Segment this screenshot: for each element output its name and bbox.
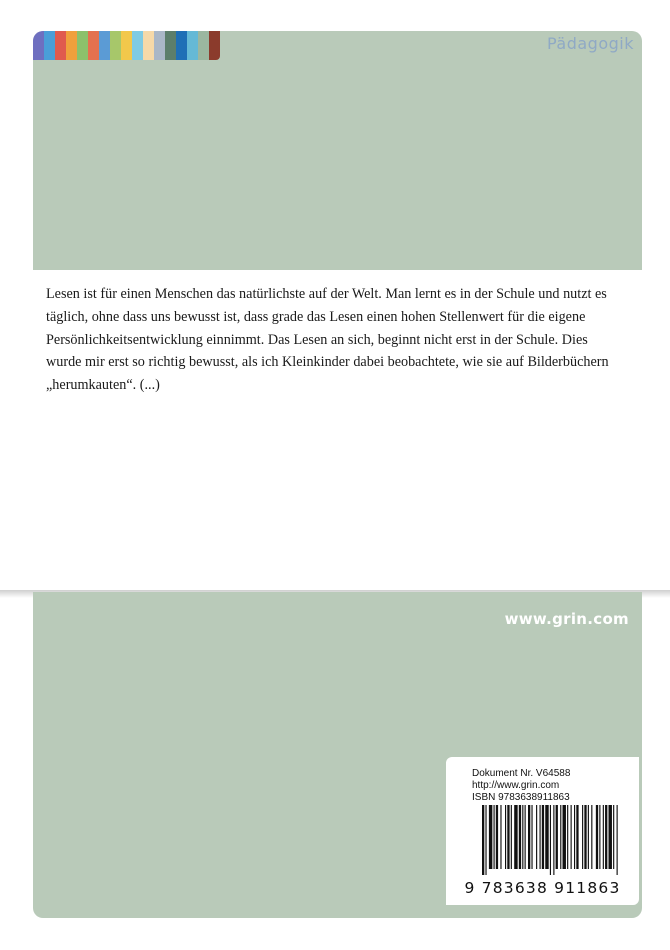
abstract-text: Lesen ist für einen Menschen das natürlichste auf der Welt. Man lernt es in der Schule und nutzt es täglich, ohne dass uns bewusst ist, dass grade das Lesen einen hohen Stellenwert für die eigene Persönlichkeitsentwicklung einnimmt. Das Lesen an sich, beginnt nicht erst in der Schule. Dies wurde mir erst so richtig bewusst, als ich Kleinkinder dabei beobachtete, wie sie auf Bilderbüchern „herumkauten“. (...) — [46, 286, 609, 394]
barcode-bar — [489, 805, 492, 869]
barcode-bar — [574, 805, 575, 869]
color-stripe — [143, 31, 154, 60]
barcode-bar — [596, 805, 598, 869]
color-stripe — [121, 31, 132, 60]
barcode-bar — [599, 805, 600, 869]
barcode-bar — [576, 805, 578, 869]
color-stripe — [154, 31, 165, 60]
color-stripe — [55, 31, 66, 60]
document-number: Dokument Nr. V64588 — [472, 768, 571, 779]
barcode-bar — [531, 805, 532, 869]
color-stripe — [66, 31, 77, 60]
barcode-bar — [582, 805, 583, 869]
publisher-website: www.grin.com — [504, 610, 629, 628]
color-stripe — [88, 31, 99, 60]
barcode-bar — [500, 805, 501, 869]
barcode-bar — [545, 805, 548, 869]
color-stripe — [165, 31, 176, 60]
barcode-bar — [528, 805, 530, 869]
barcode-bar — [485, 805, 486, 875]
barcode-bar — [556, 805, 558, 869]
barcode-image — [482, 805, 628, 875]
barcode-bar — [571, 805, 572, 869]
barcode-bar — [588, 805, 589, 869]
barcode-bar — [584, 805, 586, 869]
barcode-bar — [482, 805, 484, 875]
color-stripe — [33, 31, 44, 60]
barcode-bar — [550, 805, 551, 875]
barcode-bar — [536, 805, 537, 869]
barcode-bar — [522, 805, 523, 869]
barcode-bar — [553, 805, 554, 875]
color-stripe — [187, 31, 198, 60]
barcode-bar — [507, 805, 509, 869]
barcode-bar — [540, 805, 541, 869]
barcode-box — [446, 757, 639, 905]
barcode-bar — [617, 805, 618, 875]
barcode-bar — [496, 805, 498, 869]
color-stripe — [176, 31, 187, 60]
color-stripe — [110, 31, 121, 60]
barcode-bar — [613, 805, 614, 869]
color-stripe — [132, 31, 143, 60]
barcode-bar — [542, 805, 544, 869]
color-stripe — [77, 31, 88, 60]
cover-top-panel — [33, 31, 642, 270]
barcode-bar — [567, 805, 568, 869]
document-url: http://www.grin.com — [472, 780, 560, 791]
barcode-bar — [511, 805, 512, 869]
barcode-bar — [609, 805, 612, 869]
color-stripes — [33, 31, 220, 60]
barcode-bar — [494, 805, 495, 869]
category-label: Pädagogik — [546, 34, 634, 53]
barcode-bar — [519, 805, 521, 869]
color-stripe — [198, 31, 209, 60]
barcode-bar — [525, 805, 526, 869]
barcode-bar — [603, 805, 604, 869]
barcode-bar — [514, 805, 517, 869]
barcode-bar — [605, 805, 607, 869]
barcode-bar — [563, 805, 566, 869]
color-stripe — [44, 31, 55, 60]
isbn-line: ISBN 9783638911863 — [472, 792, 570, 803]
color-stripe — [209, 31, 220, 60]
barcode-digits: 9 783638 911863 — [464, 879, 621, 897]
barcode-bar — [505, 805, 506, 869]
barcode-bar — [560, 805, 561, 869]
barcode-bar — [591, 805, 592, 869]
color-stripe — [99, 31, 110, 60]
